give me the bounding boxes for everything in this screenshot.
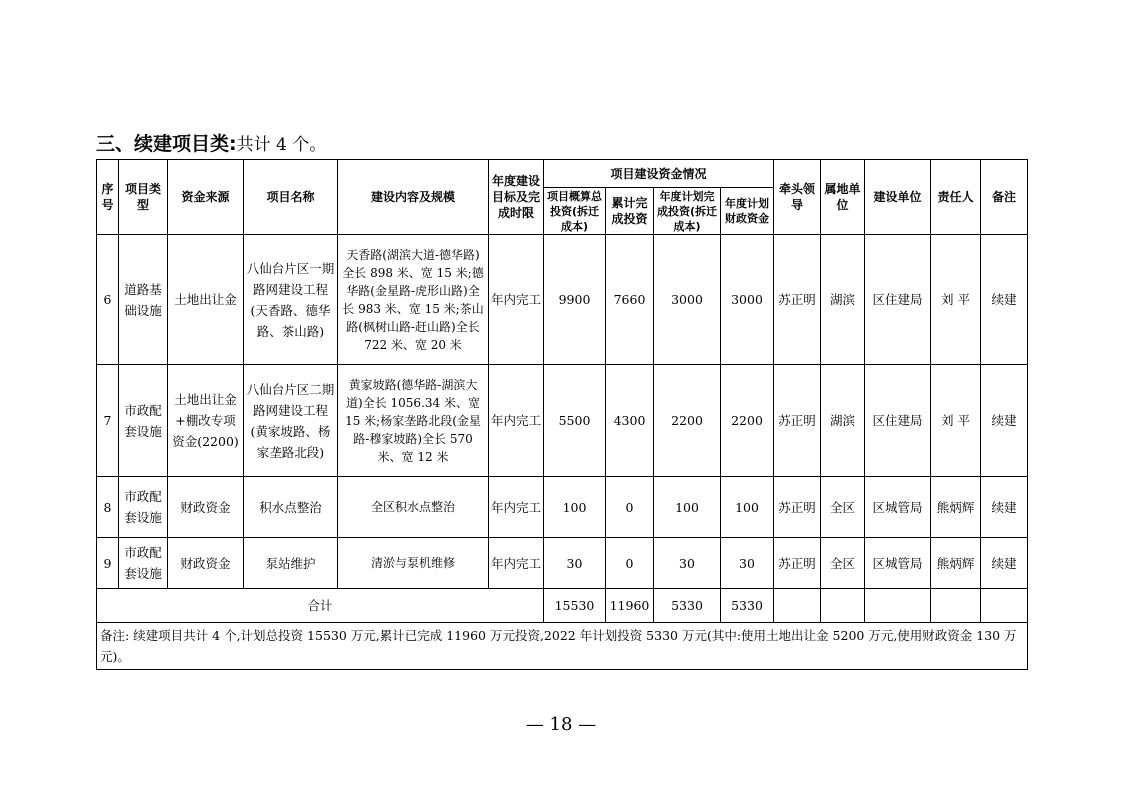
cell-annual-plan: 3000 — [654, 235, 721, 365]
total-row — [97, 589, 1028, 623]
cell-annual-fiscal: 30 — [721, 538, 774, 589]
total-empty-cell — [865, 589, 931, 623]
cell-unit: 区城管局 — [865, 477, 931, 538]
header-row-1 — [97, 160, 1028, 188]
cell-fund: 土地出让金 — [168, 235, 244, 365]
cell-name: 泵站维护 — [244, 538, 338, 589]
header-seq: 序号 — [97, 160, 119, 235]
header-annual-fiscal: 年度计划财政资金 — [721, 188, 774, 235]
cell-cumulative: 0 — [606, 538, 654, 589]
cell-person: 熊炳辉 — [931, 538, 981, 589]
cell-fund: 财政资金 — [168, 477, 244, 538]
cell-lead: 苏正明 — [774, 365, 821, 477]
section-heading-bold: 三、续建项目类: — [96, 133, 237, 155]
cell-type: 道路基础设施 — [119, 235, 168, 365]
cell-annual-plan: 100 — [654, 477, 721, 538]
cell-cumulative: 0 — [606, 477, 654, 538]
cell-remark: 续建 — [981, 365, 1028, 477]
cell-content: 清淤与泵机维修 — [338, 538, 489, 589]
cell-seq: 8 — [97, 477, 119, 538]
cell-seq: 9 — [97, 538, 119, 589]
cell-lead: 苏正明 — [774, 538, 821, 589]
note-row — [97, 623, 1028, 670]
cell-seq: 6 — [97, 235, 119, 365]
header-unit: 建设单位 — [865, 160, 931, 235]
total-empty-cell — [774, 589, 821, 623]
header-remark: 备注 — [981, 160, 1028, 235]
section-heading — [96, 130, 326, 159]
cell-person: 刘 平 — [931, 235, 981, 365]
cell-content: 黄家坡路(德华路-湖滨大道)全长 1056.34 米、宽 15 米;杨家垄路北段(金星路-穆家坡路)全长 570 米、宽 12 米 — [338, 365, 489, 477]
header-type: 项目类型 — [119, 160, 168, 235]
total-label: 合计 — [97, 589, 544, 623]
table-row — [97, 365, 1028, 477]
total-annual-plan: 5330 — [654, 589, 721, 623]
cell-target: 年内完工 — [489, 538, 544, 589]
cell-estimate: 100 — [544, 477, 606, 538]
continuing-projects-table — [96, 159, 1028, 670]
cell-unit: 区住建局 — [865, 235, 931, 365]
header-location: 属地单位 — [821, 160, 865, 235]
cell-cumulative: 7660 — [606, 235, 654, 365]
cell-type: 市政配套设施 — [119, 365, 168, 477]
cell-name: 八仙台片区一期路网建设工程(天香路、德华路、茶山路) — [244, 235, 338, 365]
total-empty-cell — [821, 589, 865, 623]
section-heading-count: 共计 4 个。 — [236, 135, 327, 155]
header-estimate: 项目概算总投资(拆迁成本) — [544, 188, 606, 235]
cell-annual-plan: 2200 — [654, 365, 721, 477]
cell-location: 湖滨 — [821, 235, 865, 365]
cell-target: 年内完工 — [489, 235, 544, 365]
header-fund: 资金来源 — [168, 160, 244, 235]
cell-seq: 7 — [97, 365, 119, 477]
cell-type: 市政配套设施 — [119, 538, 168, 589]
cell-fund: 土地出让金+棚改专项资金(2200) — [168, 365, 244, 477]
total-estimate: 15530 — [544, 589, 606, 623]
cell-unit: 区城管局 — [865, 538, 931, 589]
cell-annual-fiscal: 100 — [721, 477, 774, 538]
header-cumulative: 累计完成投资 — [606, 188, 654, 235]
cell-annual-plan: 30 — [654, 538, 721, 589]
cell-target: 年内完工 — [489, 477, 544, 538]
cell-annual-fiscal: 3000 — [721, 235, 774, 365]
cell-estimate: 30 — [544, 538, 606, 589]
cell-content: 天香路(湖滨大道-德华路)全长 898 米、宽 15 米;德华路(金星路-虎形山路)全长 983 米、宽 15 米;茶山路(枫树山路-赶山路)全长 722 米、宽 20 米 — [338, 235, 489, 365]
cell-location: 湖滨 — [821, 365, 865, 477]
header-content: 建设内容及规模 — [338, 160, 489, 235]
header-person: 责任人 — [931, 160, 981, 235]
cell-type: 市政配套设施 — [119, 477, 168, 538]
cell-name: 八仙台片区二期路网建设工程(黄家坡路、杨家垄路北段) — [244, 365, 338, 477]
cell-remark: 续建 — [981, 538, 1028, 589]
cell-lead: 苏正明 — [774, 235, 821, 365]
header-annual-target: 年度建设目标及完成时限 — [489, 160, 544, 235]
cell-lead: 苏正明 — [774, 477, 821, 538]
table-row — [97, 538, 1028, 589]
cell-annual-fiscal: 2200 — [721, 365, 774, 477]
total-cumulative: 11960 — [606, 589, 654, 623]
cell-fund: 财政资金 — [168, 538, 244, 589]
cell-person: 刘 平 — [931, 365, 981, 477]
cell-person: 熊炳辉 — [931, 477, 981, 538]
cell-remark: 续建 — [981, 235, 1028, 365]
header-annual-plan: 年度计划完成投资(拆迁成本) — [654, 188, 721, 235]
cell-estimate: 9900 — [544, 235, 606, 365]
total-annual-fiscal: 5330 — [721, 589, 774, 623]
table-note: 备注: 续建项目共计 4 个,计划总投资 15530 万元,累计已完成 11960 万元投资,2022 年计划投资 5330 万元(其中:使用土地出让金 5200 万元,使用财政资金 130 万元)。 — [97, 623, 1028, 670]
header-name: 项目名称 — [244, 160, 338, 235]
cell-content: 全区积水点整治 — [338, 477, 489, 538]
cell-unit: 区住建局 — [865, 365, 931, 477]
table-row — [97, 477, 1028, 538]
header-funding-group: 项目建设资金情况 — [544, 160, 774, 188]
table-row — [97, 235, 1028, 365]
page-number: — 18 — — [525, 714, 597, 735]
cell-cumulative: 4300 — [606, 365, 654, 477]
cell-location: 全区 — [821, 538, 865, 589]
header-lead: 牵头领导 — [774, 160, 821, 235]
cell-estimate: 5500 — [544, 365, 606, 477]
cell-target: 年内完工 — [489, 365, 544, 477]
total-empty-cell — [931, 589, 981, 623]
cell-remark: 续建 — [981, 477, 1028, 538]
cell-location: 全区 — [821, 477, 865, 538]
cell-name: 积水点整治 — [244, 477, 338, 538]
total-empty-cell — [981, 589, 1028, 623]
